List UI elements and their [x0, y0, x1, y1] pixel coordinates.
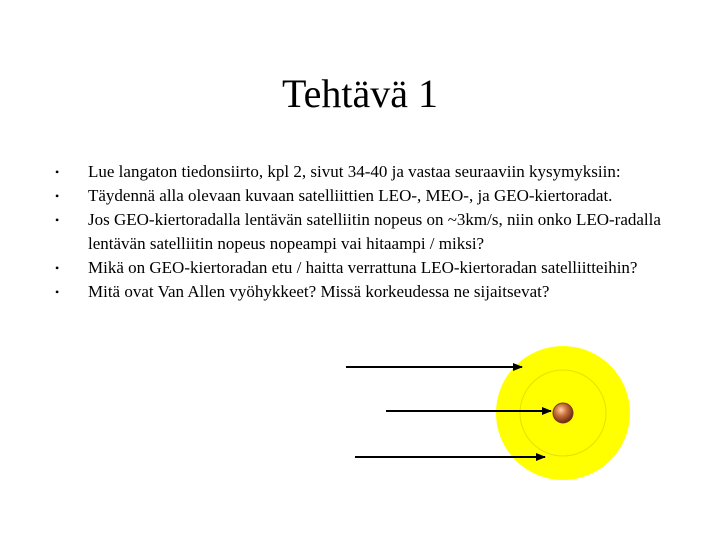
bullet-icon: • [55, 189, 60, 203]
bullet-icon: • [55, 261, 60, 275]
bullet-icon: • [55, 165, 60, 179]
bullet-text: Täydennä alla olevaan kuvaan satelliittien LEO-, MEO-, ja GEO-kiertoradat. [88, 186, 613, 205]
bullet-text: Mitä ovat Van Allen vyöhykkeet? Missä korkeudessa ne sijaitsevat? [88, 282, 550, 301]
bullet-icon: • [55, 213, 60, 227]
bullet-text: Jos GEO-kiertoradalla lentävän satelliitin nopeus on ~3km/s, niin onko LEO-radalla lentävän satelliitin nopeus nopeampi vai hitaampi / miksi? [88, 210, 661, 253]
slide-title: Tehtävä 1 [281, 71, 438, 116]
bullet-text: Mikä on GEO-kiertoradan etu / haitta verrattuna LEO-kiertoradan satelliitteihin? [88, 258, 638, 277]
bullet-text: Lue langaton tiedonsiirto, kpl 2, sivut 34-40 ja vastaa seuraaviin kysymyksiin: [88, 162, 621, 181]
earth-icon [553, 403, 573, 423]
bullet-icon: • [55, 285, 60, 299]
